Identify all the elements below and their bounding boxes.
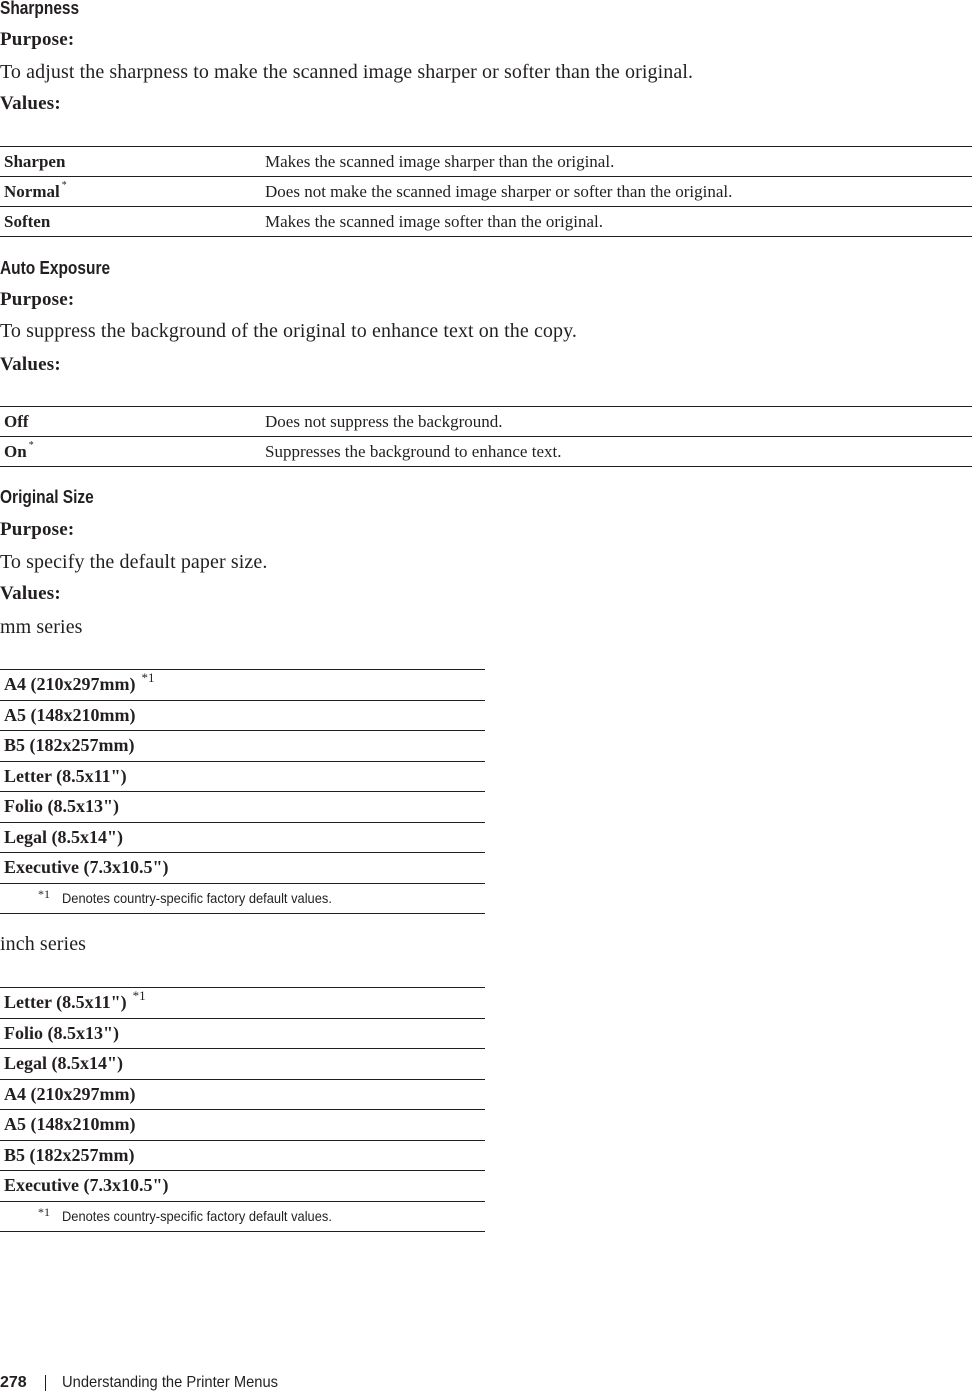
size-option: Legal (8.5x14") xyxy=(0,1049,485,1080)
table-row xyxy=(0,988,485,1019)
size-option: A4 (210x297mm) $^{*1}$ xyxy=(0,670,485,701)
size-option: Legal (8.5x14") xyxy=(0,822,485,853)
table-row xyxy=(0,407,972,437)
table-row xyxy=(0,1110,485,1141)
footnote-marker: *1 xyxy=(38,887,50,902)
page-footer xyxy=(0,1374,297,1392)
size-option: A5 (148x210mm) xyxy=(0,700,485,731)
value-description: Makes the scanned image sharper than the original. xyxy=(257,147,972,177)
value-name: On * xyxy=(0,437,257,467)
value-name: Soften xyxy=(0,207,257,237)
size-option: Executive (7.3x10.5") xyxy=(0,853,485,884)
footnote-marker: *1 xyxy=(38,1205,50,1220)
sharpness-purpose-label: Purpose: xyxy=(0,29,75,50)
table-row xyxy=(0,177,972,207)
footnote-text: Denotes country-specific factory default values. xyxy=(62,1208,332,1225)
auto-exposure-heading: Auto Exposure xyxy=(0,258,111,278)
table-row xyxy=(0,1018,485,1049)
table-row xyxy=(0,883,485,914)
auto-exposure-purpose-label: Purpose: xyxy=(0,289,75,310)
value-name: Normal * xyxy=(0,177,257,207)
value-description: Does not suppress the background. xyxy=(257,407,972,437)
table-row xyxy=(0,792,485,823)
default-marker: * xyxy=(61,179,67,191)
auto-exposure-purpose-text: To suppress the background of the original to enhance text on the copy. xyxy=(0,320,578,342)
auto-exposure-values-label: Values: xyxy=(0,354,61,375)
size-option: Letter (8.5x11") xyxy=(0,761,485,792)
sharpness-purpose-text: To adjust the sharpness to make the scanned image sharper or softer than the original. xyxy=(0,61,694,83)
mm-series-table xyxy=(0,669,485,914)
footnote-text: Denotes country-specific factory default values. xyxy=(62,890,332,907)
default-marker: *1 xyxy=(132,988,146,1004)
original-size-values-label: Values: xyxy=(0,583,61,604)
size-option: B5 (182x257mm) xyxy=(0,1140,485,1171)
table-row xyxy=(0,1049,485,1080)
table-row xyxy=(0,1140,485,1171)
value-name: Sharpen xyxy=(0,147,257,177)
mm-series-label: mm series xyxy=(0,616,83,638)
original-size-purpose-text: To specify the default paper size. xyxy=(0,551,268,573)
inch-series-table xyxy=(0,987,485,1232)
value-description: Does not make the scanned image sharper or softer than the original. xyxy=(257,177,972,207)
inch-series-label: inch series xyxy=(0,933,87,955)
table-row xyxy=(0,700,485,731)
size-option: B5 (182x257mm) xyxy=(0,731,485,762)
table-row xyxy=(0,1201,485,1232)
table-row xyxy=(0,1171,485,1202)
sharpness-values-label: Values: xyxy=(0,93,61,114)
table-row xyxy=(0,670,485,701)
table-row xyxy=(0,437,972,467)
sharpness-heading: Sharpness xyxy=(0,0,80,18)
original-size-heading: Original Size xyxy=(0,487,94,507)
original-size-purpose-label: Purpose: xyxy=(0,519,75,540)
sharpness-values-table xyxy=(0,146,972,237)
chapter-title: Understanding the Printer Menus xyxy=(61,1374,278,1391)
footer-divider xyxy=(45,1375,46,1391)
page-number: 278 xyxy=(0,1374,27,1391)
value-description: Suppresses the background to enhance text. xyxy=(257,437,972,467)
size-option: Letter (8.5x11") $^{*1}$ xyxy=(0,988,485,1019)
table-row xyxy=(0,761,485,792)
footnote xyxy=(0,1201,485,1232)
table-row xyxy=(0,1079,485,1110)
size-option: Executive (7.3x10.5") xyxy=(0,1171,485,1202)
table-row xyxy=(0,147,972,177)
size-option: Folio (8.5x13") xyxy=(0,1018,485,1049)
size-option: Folio (8.5x13") xyxy=(0,792,485,823)
footnote xyxy=(0,883,485,914)
default-marker: * xyxy=(28,439,34,451)
table-row xyxy=(0,207,972,237)
value-description: Makes the scanned image softer than the original. xyxy=(257,207,972,237)
size-option: A4 (210x297mm) xyxy=(0,1079,485,1110)
auto-exposure-values-table xyxy=(0,406,972,467)
default-marker: *1 xyxy=(141,670,155,686)
table-row xyxy=(0,731,485,762)
size-option: A5 (148x210mm) xyxy=(0,1110,485,1141)
table-row xyxy=(0,853,485,884)
table-row xyxy=(0,822,485,853)
value-name: Off xyxy=(0,407,257,437)
